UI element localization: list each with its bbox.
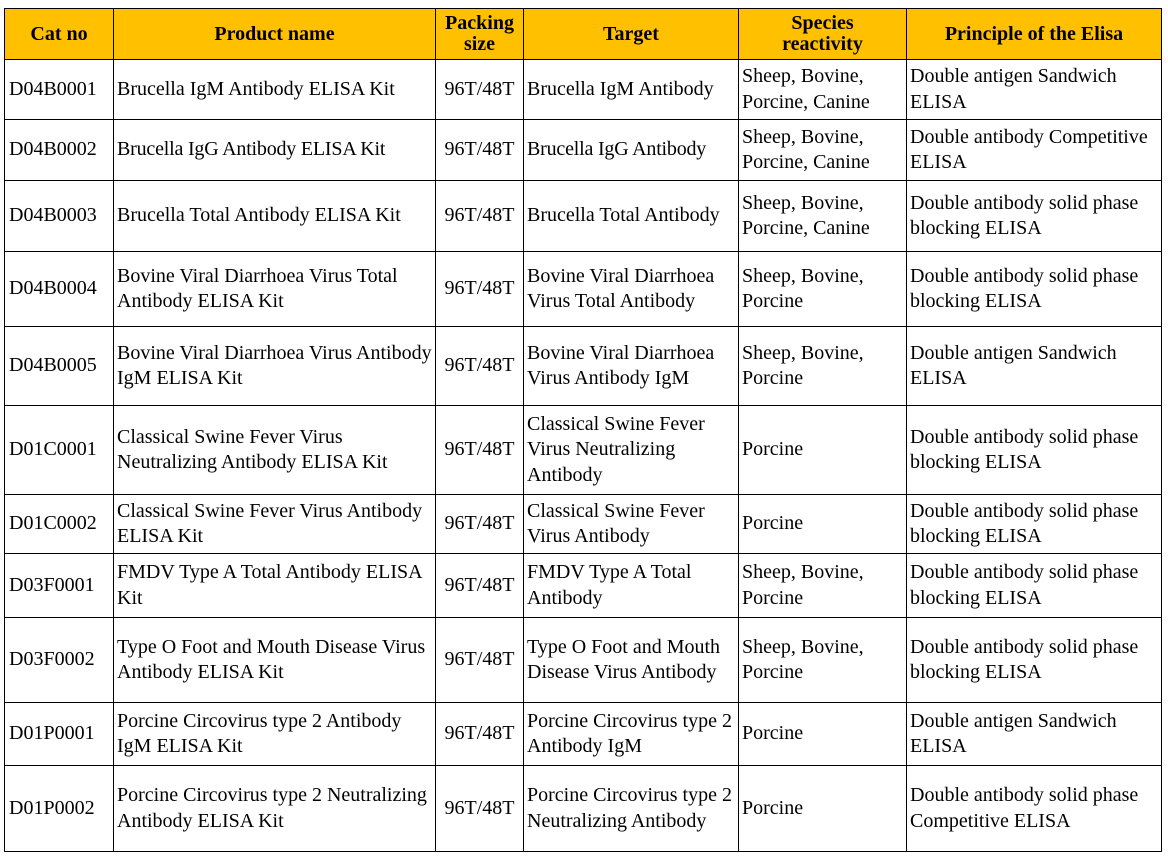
- cell-species: Sheep, Bovine, Porcine, Canine: [739, 181, 907, 252]
- cell-target: FMDV Type A Total Antibody: [524, 554, 739, 618]
- cell-product-name: Bovine Viral Diarrhoea Virus Total Antibody ELISA Kit: [114, 252, 436, 327]
- table-row: [5, 181, 1162, 252]
- cell-product-name: FMDV Type A Total Antibody ELISA Kit: [114, 554, 436, 618]
- cell-species: Porcine: [739, 495, 907, 554]
- cell-species: Sheep, Bovine, Porcine: [739, 618, 907, 703]
- cell-species: Sheep, Bovine, Porcine: [739, 554, 907, 618]
- cell-product-name: Classical Swine Fever Virus Antibody ELISA Kit: [114, 495, 436, 554]
- cell-target: Bovine Viral Diarrhoea Virus Total Antibody: [524, 252, 739, 327]
- cell-principle: Double antibody solid phase blocking ELISA: [907, 618, 1162, 703]
- table-row: [5, 495, 1162, 554]
- header-packing-size-line1: Packing: [445, 12, 514, 34]
- cell-packing-size: 96T/48T: [436, 703, 524, 766]
- table-row: [5, 766, 1162, 852]
- header-species-reactivity: [739, 9, 907, 60]
- cell-species: Porcine: [739, 703, 907, 766]
- cell-product-name: Porcine Circovirus type 2 Neutralizing Antibody ELISA Kit: [114, 766, 436, 852]
- cell-cat-no: D03F0001: [5, 554, 114, 618]
- cell-cat-no: D04B0002: [5, 120, 114, 181]
- cell-packing-size: 96T/48T: [436, 181, 524, 252]
- cell-principle: Double antigen Sandwich ELISA: [907, 703, 1162, 766]
- cell-target: Porcine Circovirus type 2 Neutralizing Antibody: [524, 766, 739, 852]
- table-row: [5, 406, 1162, 495]
- cell-principle: Double antigen Sandwich ELISA: [907, 60, 1162, 120]
- cell-principle: Double antibody solid phase blocking ELISA: [907, 181, 1162, 252]
- cell-product-name: Classical Swine Fever Virus Neutralizing Antibody ELISA Kit: [114, 406, 436, 495]
- cell-target: Porcine Circovirus type 2 Antibody IgM: [524, 703, 739, 766]
- cell-cat-no: D01P0002: [5, 766, 114, 852]
- header-packing-size: [436, 9, 524, 60]
- cell-principle: Double antibody solid phase blocking ELISA: [907, 252, 1162, 327]
- cell-target: Classical Swine Fever Virus Neutralizing Antibody: [524, 406, 739, 495]
- cell-product-name: Brucella IgG Antibody ELISA Kit: [114, 120, 436, 181]
- elisa-product-table: [4, 8, 1162, 852]
- table-row: [5, 703, 1162, 766]
- cell-product-name: Brucella IgM Antibody ELISA Kit: [114, 60, 436, 120]
- table-row: [5, 618, 1162, 703]
- cell-target: Brucella IgM Antibody: [524, 60, 739, 120]
- cell-product-name: Type O Foot and Mouth Disease Virus Antibody ELISA Kit: [114, 618, 436, 703]
- cell-product-name: Porcine Circovirus type 2 Antibody IgM ELISA Kit: [114, 703, 436, 766]
- cell-packing-size: 96T/48T: [436, 766, 524, 852]
- header-packing-size-line2: size: [463, 33, 496, 55]
- header-target: Target: [524, 9, 739, 60]
- table-header-row: [5, 9, 1162, 60]
- cell-packing-size: 96T/48T: [436, 406, 524, 495]
- cell-cat-no: D03F0002: [5, 618, 114, 703]
- cell-principle: Double antibody solid phase blocking ELISA: [907, 495, 1162, 554]
- cell-target: Bovine Viral Diarrhoea Virus Antibody IgM: [524, 327, 739, 406]
- cell-principle: Double antibody Competitive ELISA: [907, 120, 1162, 181]
- header-species-line1: Species: [791, 12, 854, 34]
- cell-packing-size: 96T/48T: [436, 618, 524, 703]
- cell-principle: Double antibody solid phase Competitive ELISA: [907, 766, 1162, 852]
- header-cat-no: Cat no: [5, 9, 114, 60]
- cell-cat-no: D04B0004: [5, 252, 114, 327]
- cell-packing-size: 96T/48T: [436, 554, 524, 618]
- cell-product-name: Brucella Total Antibody ELISA Kit: [114, 181, 436, 252]
- cell-packing-size: 96T/48T: [436, 327, 524, 406]
- table-row: [5, 120, 1162, 181]
- table-row: [5, 554, 1162, 618]
- cell-cat-no: D04B0003: [5, 181, 114, 252]
- cell-species: Sheep, Bovine, Porcine, Canine: [739, 120, 907, 181]
- cell-packing-size: 96T/48T: [436, 60, 524, 120]
- cell-cat-no: D04B0005: [5, 327, 114, 406]
- cell-principle: Double antigen Sandwich ELISA: [907, 327, 1162, 406]
- table-row: [5, 327, 1162, 406]
- cell-species: Porcine: [739, 766, 907, 852]
- cell-species: Porcine: [739, 406, 907, 495]
- cell-species: Sheep, Bovine, Porcine, Canine: [739, 60, 907, 120]
- cell-packing-size: 96T/48T: [436, 495, 524, 554]
- header-species-line2: reactivity: [782, 33, 863, 55]
- cell-principle: Double antibody solid phase blocking ELISA: [907, 554, 1162, 618]
- header-product-name: Product name: [114, 9, 436, 60]
- table-row: [5, 60, 1162, 120]
- cell-target: Brucella Total Antibody: [524, 181, 739, 252]
- product-table-container: [4, 8, 1162, 852]
- cell-target: Type O Foot and Mouth Disease Virus Antibody: [524, 618, 739, 703]
- cell-cat-no: D04B0001: [5, 60, 114, 120]
- cell-cat-no: D01P0001: [5, 703, 114, 766]
- table-row: [5, 252, 1162, 327]
- cell-principle: Double antibody solid phase blocking ELISA: [907, 406, 1162, 495]
- cell-target: Classical Swine Fever Virus Antibody: [524, 495, 739, 554]
- cell-species: Sheep, Bovine, Porcine: [739, 252, 907, 327]
- header-principle: Principle of the Elisa: [907, 9, 1162, 60]
- cell-product-name: Bovine Viral Diarrhoea Virus Antibody IgM ELISA Kit: [114, 327, 436, 406]
- cell-cat-no: D01C0002: [5, 495, 114, 554]
- cell-cat-no: D01C0001: [5, 406, 114, 495]
- cell-packing-size: 96T/48T: [436, 252, 524, 327]
- cell-target: Brucella IgG Antibody: [524, 120, 739, 181]
- cell-species: Sheep, Bovine, Porcine: [739, 327, 907, 406]
- cell-packing-size: 96T/48T: [436, 120, 524, 181]
